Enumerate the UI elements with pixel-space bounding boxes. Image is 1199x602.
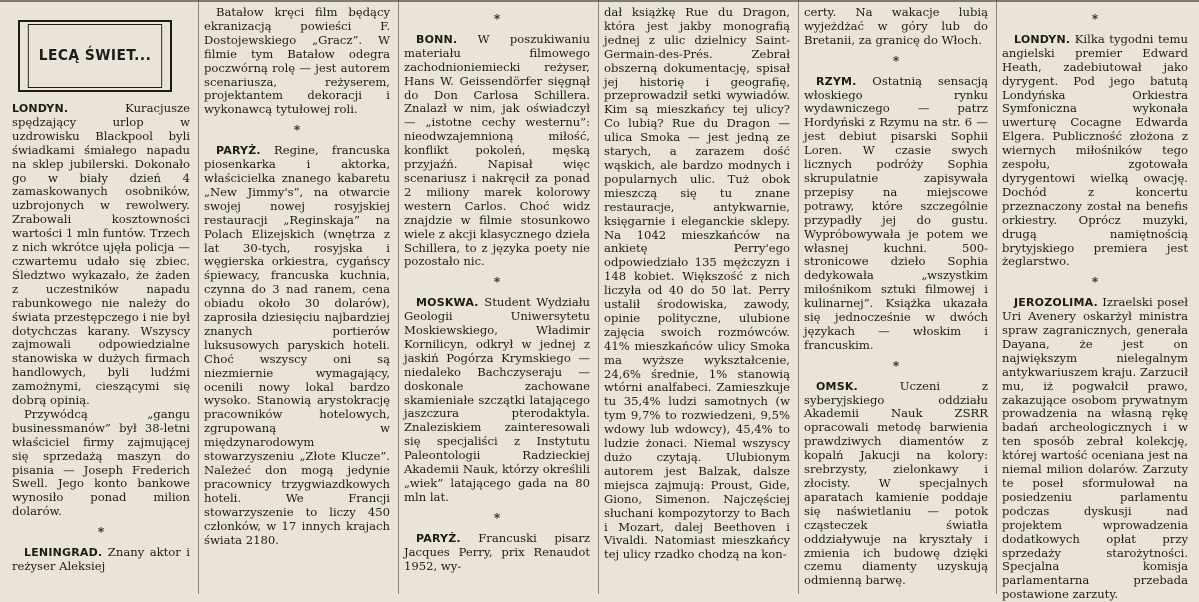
separator-star: * bbox=[1091, 275, 1099, 290]
article bbox=[204, 144, 390, 547]
column-5 bbox=[800, 0, 992, 594]
column-2 bbox=[200, 0, 394, 594]
column-rule bbox=[798, 0, 799, 594]
dateline: LONDYN. bbox=[1014, 32, 1071, 46]
separator-star: * bbox=[97, 525, 105, 540]
dateline: LONDYN. bbox=[12, 102, 69, 115]
article-body: Uczeni z syberyjskiego oddziału Akademii Nauk ZSRR opracowali metodę barwienia prawdziwych diamentów z kopalń Jakucji na kolory: srebrzysty, zielonkawy i złocisty. W specjalnych aparatach kamienie poddaje się naświetlaniu — potok cząsteczek światła oddziaływuje na kryształy i zmienia ich budowę dzięki czemu diamenty uzyskują odmienną barwę. bbox=[804, 378, 988, 588]
separator-star: * bbox=[293, 123, 301, 138]
article bbox=[404, 296, 590, 505]
column-rule bbox=[996, 0, 997, 594]
column-4 bbox=[600, 0, 794, 594]
column-1 bbox=[8, 0, 194, 594]
article bbox=[404, 33, 590, 269]
separator-star: * bbox=[1091, 12, 1099, 26]
article bbox=[12, 408, 190, 519]
masthead-title: LECĄ ŚWIET... bbox=[28, 24, 162, 88]
article-body: Francuski pisarz Jacques Perry, prix Renaudot 1952, wy- bbox=[404, 530, 590, 573]
article-body: Izraelski poseł Uri Avenery oskarżył ministra spraw zagranicznych, generała Dayana, że jest on największym nielegalnym antykwariuszem kraju. Zarzucił mu, iż pogwałcił prawo, zakazujące osobom prywatnym prowadzenia na własną rękę badań archeologicznych i w ten sposób zebrał kolekcję, której wartość oceniana jest na niemal milion dolarów. Zarzuty te poseł sformułował na posiedzeniu parlamentu podczas dyskusji nad projektem wprowadzenia dodatkowych opłat przy sprzedaży starożytności. Specjalna komisja parlamentarna przebada postawione zarzuty. bbox=[1002, 295, 1188, 602]
article-body: Kuracjusze spędzający urlop w uzdrowisku Blackpool byli świadkami śmiałego napadu na sklep jubilerski. Dokonało go w biały dzień 4 zamaskowanych osobników, uzbrojonych w rewolwery. Zrabowali kosztowności wartości 1 mln funtów. Trzech z nich wkrótce ujęła policja — czwartemu udało się zbiec. Śledztwo wykazało, że żaden z uczestników napadu rabunkowego nie należy do świata przestępczego i nie był dotychczas karany. Wszyscy zajmowali odpowiedzialne stanowiska w dużych firmach handlowych, byli ludźmi zamożnymi, cieszącymi się dobrą opinią. bbox=[12, 101, 190, 408]
column-rule bbox=[598, 0, 599, 594]
article bbox=[204, 6, 390, 117]
article-body: certy. Na wakacje lubią wyjeżdżać w góry lub do Bretanii, za granicę do Włoch. bbox=[804, 5, 988, 47]
article-body: Student Wydziału Geologii Uniwersytetu Moskiewskiego, Władimir Korniliсyn, odkrył w jednej z jaskiń Pogórza Krymskiego — niedaleko Bachczyseraju — doskonale zachowane skamieniałe szczątki latającego jaszczura pterodaktyla. Znaleziskiem zainteresowali się specjaliści z Instytutu Paleontologii Radzieckiej Akademii Nauk, którzy określili „wiek” latającego gada na 80 mln lat. bbox=[404, 295, 590, 504]
dateline: MOSKWA. bbox=[416, 296, 479, 310]
separator-star: * bbox=[493, 12, 501, 26]
dateline: RZYM. bbox=[816, 74, 857, 88]
article bbox=[1002, 296, 1188, 602]
article-body: Kilka tygodni temu angielski premier Edward Heath, zadebiutował jako dyrygent. Pod jego batutą Londyńska Orkiestra Symfoniczna wykonała uwerturę Cocagne Edwarda Elgera. Publiczność złożona z wiernych miłośników tego zespołu, zgotowała dyrygentowi wielką owację. Dochód z koncertu przeznaczony został na benefis orkiestry. Oprócz muzyki, drugą namiętnością brytyjskiego premiera jest żeglarstwo. bbox=[1002, 31, 1188, 269]
dateline: OMSK. bbox=[816, 379, 858, 393]
article-body: Znany aktor i reżyser Aleksiej bbox=[12, 545, 190, 573]
column-rule bbox=[398, 0, 399, 594]
dateline: LENINGRAD. bbox=[24, 546, 103, 560]
article bbox=[404, 532, 590, 574]
article-body: dał książkę Rue du Dragon, która jest jakby monografią jednej z ulic dzielnicy Saint-Germain-des-Prés. Zebrał obszerną dokumentację, spisał jej historię i geografię, przeprowadził setki wywiadów. Kim są mieszkańcy tej ulicy? Co lubią? Rue du Dragon — ulica Smoka — jest jedną ze starych, a zarazem dość wąskich, ale bardzo modnych i popularnych ulic. Tuż obok mieszczą się tu znane restauracje, antykwarnie, księgarnie i eleganckie sklepy. Na 1042 mieszkańców na ankietę Perry'ego odpowiedziało 135 mężczyzn i 148 kobiet. Większość z nich liczyła od 40 do 50 lat. Perry ustalił środowiska, zawody, opinie polityczne, ulubione zajęcia swoich rozmówców. 41% mieszkańców ulicy Smoka ma wyższe wykształcenie, 24,6% średnie, 1% stanowią wtórni analfabeci. Zamieszkuje tu 35,4% ludzi samotnych (w tym 9,7% to rozwiedzeni, 9,5% wdowy lub wdowcy), 45,4% to ludzie żonaci. Niemal wszyscy dużo czytają. Ulubionym autorem jest Balzak, dalsze miejsca zajmują: Proust, Gide, Giono, Simenon. Najczęściej słuchani kompozytorzy to Bach i Mozart, dalej Beethoven i Vivaldi. Natomiast mieszkańcy tej ulicy rzadko chodzą na kon- bbox=[604, 5, 790, 562]
column-3 bbox=[400, 0, 594, 594]
article bbox=[12, 546, 190, 574]
article bbox=[804, 380, 988, 589]
article-body: Ostatnią sensacją włoskiego rynku wydawniczego — patrz Hordyński z Rzymu na str. 6 — jest debiut pisarski Sophii Loren. W czasie swych licznych podróży Sophia skrupulatnie zapisywała przepisy na miejscowe potrawy, które szczególnie przypadły jej do gustu. Wypróbowywała je potem we własnej kuchni. 500-stronicowe dzieło Sophia dedykowała „wszystkim miłośnikom sztuki filmowej i kulinarnej”. Książka ukazała się jednocześnie w dwóch językach — włoskim i francuskim. bbox=[804, 73, 988, 352]
dateline: PARYŻ. bbox=[416, 531, 461, 545]
column-rule bbox=[198, 0, 199, 594]
dateline: BONN. bbox=[416, 32, 458, 46]
article bbox=[1002, 33, 1188, 269]
separator-star: * bbox=[493, 510, 501, 525]
masthead-box bbox=[18, 20, 172, 92]
dateline: JEROZOLIMA. bbox=[1014, 296, 1098, 310]
separator-star: * bbox=[892, 53, 900, 68]
separator-star: * bbox=[493, 275, 501, 290]
separator-star: * bbox=[892, 358, 900, 373]
article bbox=[604, 6, 790, 562]
article-body: Regine, francuska piosenkarka i aktorka, właścicielka znanego kabaretu „New Jimmy's”, na otwarcie swojej nowej rosyjskiej restauracji „Reginskaja” na Polach Elizejskich (wnętrza z lat 30-tych, rosyjska i węgierska orkiestra, cygańscy śpiewacy, francuska kuchnia, czynna do 3 nad ranem, cena obiadu około 30 dolarów), zaprosiła dziesięciu najbardziej znanych portierów luksusowych paryskich hoteli. Choć wszyscy oni są niezmiernie wymagający, ocenili nowy lokal bardzo wysoko. Stanowią arystokrację pracowników hotelowych, zgrupowaną w międzynarodowym stowarzyszeniu „Złote Klucze”. Należeć don mogą jedynie pracownicy trzygwiazdkowych hoteli. We Francji stowarzyszenie to liczy 450 członków, w 17 innych krajach świata 2180. bbox=[204, 143, 390, 547]
article-body: Przywódcą „gangu businessmanów” był 38-letni właściciel firmy zajmującej się sprzedażą maszyn do pisania — Joseph Frederich Swell. Jego konto bankowe wynosiło ponad milion dolarów. bbox=[12, 406, 190, 519]
article-body: W poszukiwaniu materiału filmowego zachodnioniemiecki reżyser, Hans W. Geissendörfer sięgnął do Don Carlosa Schillera. Znalazł w nim, jak oświadczył — „istotne cechy westernu”: nieodwzajemnioną miłość, konflikt pokoleń, męską przyjaźń. Napisał więc scenariusz i nakręcił za ponad 2 miliony marek kolorowy western Carlos. Choć widz znajdzie w filmie stosunkowo wiele z akcji klasycznego dzieła Schillera, to z języka poety nie pozostało nic. bbox=[404, 31, 590, 269]
dateline: PARYŻ. bbox=[216, 144, 261, 158]
article bbox=[12, 102, 190, 408]
article bbox=[804, 75, 988, 353]
column-6 bbox=[998, 0, 1192, 602]
article bbox=[804, 6, 988, 48]
article-body: Batałow kręci film będący ekranizacją powieści F. Dostojewskiego „Gracz”. W filmie tym Batałow odegra poczwórną rolę — jest autorem scenariusza, reżyserem, projektantem dekoracji i wykonawcą tytułowej roli. bbox=[204, 5, 390, 117]
